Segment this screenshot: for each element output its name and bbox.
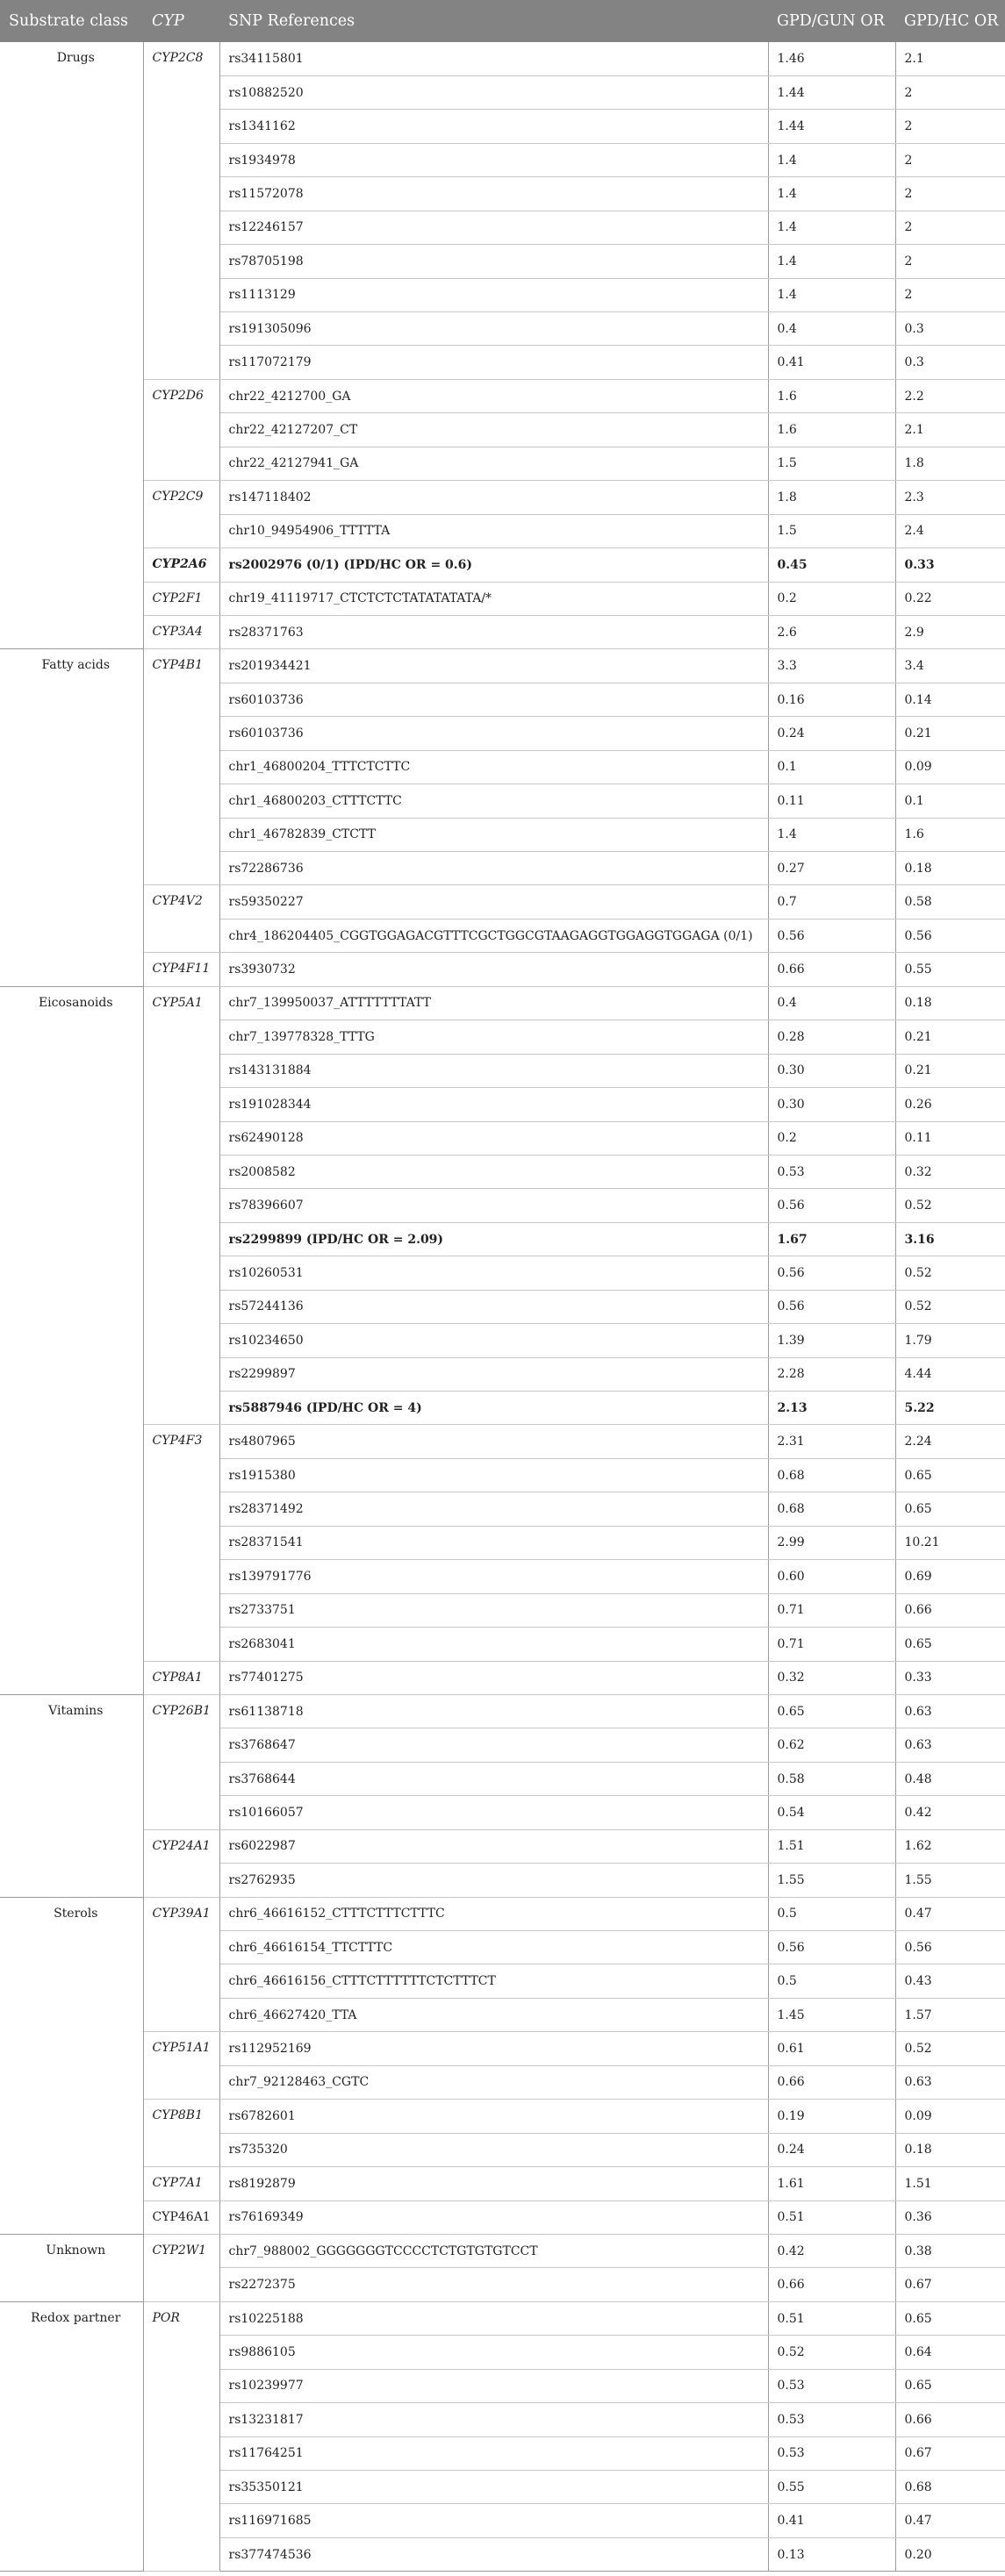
gpd-gun-or-cell: 0.71 — [768, 1593, 895, 1627]
gpd-gun-or-cell: 0.66 — [768, 2065, 895, 2099]
gpd-hc-or-cell: 0.69 — [895, 1560, 1005, 1593]
gpd-gun-or-cell: 1.6 — [768, 379, 895, 412]
gpd-gun-or-cell: 0.2 — [768, 582, 895, 615]
snp-reference-cell: rs13231817 — [219, 2403, 768, 2436]
gpd-hc-or-cell: 1.6 — [895, 818, 1005, 851]
gpd-gun-or-cell: 0.4 — [768, 986, 895, 1020]
gpd-hc-or-cell: 0.65 — [895, 1492, 1005, 1526]
gpd-hc-or-cell: 0.47 — [895, 1897, 1005, 1930]
table-row — [0, 1661, 1005, 1694]
gpd-gun-or-cell: 1.45 — [768, 1998, 895, 2031]
gpd-hc-or-cell: 0.09 — [895, 750, 1005, 784]
gpd-gun-or-cell: 0.53 — [768, 1155, 895, 1188]
gpd-gun-or-cell: 1.4 — [768, 818, 895, 851]
substrate-class-cell: Redox partner — [0, 2301, 143, 2572]
gpd-hc-or-cell: 2.24 — [895, 1425, 1005, 1458]
gpd-gun-or-cell: 0.65 — [768, 1694, 895, 1728]
cyp-cell: CYP4F11 — [143, 953, 219, 986]
gpd-gun-or-cell: 1.67 — [768, 1222, 895, 1256]
gpd-gun-or-cell: 1.39 — [768, 1324, 895, 1357]
snp-reference-cell: rs10260531 — [219, 1256, 768, 1290]
gpd-hc-or-cell: 3.16 — [895, 1222, 1005, 1256]
substrate-class-cell: Eicosanoids — [0, 986, 143, 1694]
gpd-gun-or-cell: 0.54 — [768, 1796, 895, 1829]
gpd-hc-or-cell: 0.21 — [895, 1054, 1005, 1087]
gpd-hc-or-cell: 2.9 — [895, 615, 1005, 648]
gpd-hc-or-cell: 0.22 — [895, 582, 1005, 615]
table-row — [0, 481, 1005, 514]
gpd-hc-or-cell: 0.65 — [895, 2369, 1005, 2402]
gpd-hc-or-cell: 0.63 — [895, 2065, 1005, 2099]
gpd-hc-or-cell: 0.43 — [895, 1964, 1005, 1998]
snp-reference-cell: chr1_46800204_TTTCTCTTC — [219, 750, 768, 784]
snp-reference-cell: rs6782601 — [219, 2100, 768, 2133]
table-row — [0, 379, 1005, 412]
gpd-hc-or-cell: 0.26 — [895, 1088, 1005, 1121]
cyp-cell: CYP2C8 — [143, 42, 219, 379]
gpd-gun-or-cell: 0.45 — [768, 548, 895, 582]
snp-reference-cell: chr22_42127941_GA — [219, 447, 768, 480]
gpd-hc-or-cell: 0.55 — [895, 953, 1005, 986]
gpd-gun-or-cell: 0.53 — [768, 2369, 895, 2402]
snp-reference-cell: rs10225188 — [219, 2301, 768, 2335]
snp-reference-cell: rs77401275 — [219, 1661, 768, 1694]
snp-reference-cell: rs143131884 — [219, 1054, 768, 1087]
cyp-cell: CYP2C9 — [143, 481, 219, 548]
table-header — [0, 0, 1005, 42]
gpd-gun-or-cell: 0.4 — [768, 312, 895, 346]
substrate-class-cell: Sterols — [0, 1897, 143, 2234]
gpd-gun-or-cell: 2.31 — [768, 1425, 895, 1458]
snp-reference-cell: rs72286736 — [219, 852, 768, 885]
gpd-hc-or-cell: 0.64 — [895, 2336, 1005, 2369]
gpd-gun-or-cell: 1.4 — [768, 177, 895, 211]
snp-reference-cell: rs9886105 — [219, 2336, 768, 2369]
gpd-hc-or-cell: 2 — [895, 75, 1005, 109]
gpd-gun-or-cell: 0.27 — [768, 852, 895, 885]
snp-reference-cell: rs35350121 — [219, 2471, 768, 2504]
header-gpd-hc-or: GPD/HC OR — [895, 0, 1005, 42]
gpd-gun-or-cell: 0.56 — [768, 1189, 895, 1222]
cyp-cell: CYP39A1 — [143, 1897, 219, 2032]
gpd-gun-or-cell: 0.28 — [768, 1020, 895, 1054]
gpd-hc-or-cell: 2.1 — [895, 413, 1005, 447]
table-row — [0, 2032, 1005, 2065]
snp-reference-cell: chr19_41119717_CTCTCTCTATATATATA/* — [219, 582, 768, 615]
gpd-gun-or-cell: 0.53 — [768, 2436, 895, 2470]
gpd-gun-or-cell: 0.5 — [768, 1897, 895, 1930]
gpd-gun-or-cell: 0.19 — [768, 2100, 895, 2133]
gpd-hc-or-cell: 1.57 — [895, 1998, 1005, 2031]
gpd-hc-or-cell: 0.36 — [895, 2200, 1005, 2234]
snp-reference-cell: rs1934978 — [219, 143, 768, 176]
gpd-hc-or-cell: 1.51 — [895, 2167, 1005, 2200]
snp-reference-cell: rs2299897 — [219, 1357, 768, 1391]
gpd-hc-or-cell: 0.66 — [895, 2403, 1005, 2436]
gpd-gun-or-cell: 1.51 — [768, 1829, 895, 1863]
gpd-hc-or-cell: 3.4 — [895, 649, 1005, 683]
gpd-hc-or-cell: 2 — [895, 245, 1005, 278]
snp-reference-cell: rs61138718 — [219, 1694, 768, 1728]
snp-reference-cell: rs60103736 — [219, 683, 768, 716]
table-row — [0, 615, 1005, 648]
gpd-gun-or-cell: 1.61 — [768, 2167, 895, 2200]
gpd-gun-or-cell: 2.6 — [768, 615, 895, 648]
table-row — [0, 649, 1005, 683]
gpd-hc-or-cell: 0.14 — [895, 683, 1005, 716]
snp-reference-cell: chr6_46616154_TTCTTTC — [219, 1931, 768, 1964]
cyp-cell: POR — [143, 2301, 219, 2572]
snp-reference-cell: chr7_139950037_ATTTTTTTATT — [219, 986, 768, 1020]
table-row — [0, 885, 1005, 919]
snp-reference-cell: rs2002976 (0/1) (IPD/HC OR = 0.6) — [219, 548, 768, 582]
snp-reference-cell: chr22_4212700_GA — [219, 379, 768, 412]
table-row — [0, 548, 1005, 582]
table-row — [0, 42, 1005, 75]
cyp-cell: CYP5A1 — [143, 986, 219, 1425]
cyp-cell: CYP46A1 — [143, 2200, 219, 2234]
gpd-hc-or-cell: 1.55 — [895, 1864, 1005, 1897]
gpd-gun-or-cell: 0.62 — [768, 1728, 895, 1762]
snp-reference-cell: chr22_42127207_CT — [219, 413, 768, 447]
gpd-gun-or-cell: 0.30 — [768, 1088, 895, 1121]
header-cyp: CYP — [143, 0, 219, 42]
table-row — [0, 2100, 1005, 2133]
gpd-gun-or-cell: 2.99 — [768, 1526, 895, 1559]
gpd-hc-or-cell: 2 — [895, 177, 1005, 211]
gpd-hc-or-cell: 2 — [895, 211, 1005, 244]
table-row — [0, 2234, 1005, 2267]
gpd-gun-or-cell: 3.3 — [768, 649, 895, 683]
table-row — [0, 2301, 1005, 2335]
snp-reference-cell: rs117072179 — [219, 346, 768, 379]
gpd-gun-or-cell: 0.24 — [768, 2133, 895, 2166]
gpd-gun-or-cell: 0.61 — [768, 2032, 895, 2065]
snp-reference-cell: rs28371541 — [219, 1526, 768, 1559]
table-row — [0, 2167, 1005, 2200]
cyp-cell: CYP2A6 — [143, 548, 219, 582]
cyp-cell: CYP4F3 — [143, 1425, 219, 1661]
gpd-hc-or-cell: 0.58 — [895, 885, 1005, 919]
gpd-gun-or-cell: 0.32 — [768, 1661, 895, 1694]
gpd-gun-or-cell: 1.5 — [768, 514, 895, 547]
gpd-gun-or-cell: 0.24 — [768, 717, 895, 750]
gpd-hc-or-cell: 0.11 — [895, 1121, 1005, 1155]
snp-reference-cell: rs11572078 — [219, 177, 768, 211]
gpd-hc-or-cell: 0.52 — [895, 2032, 1005, 2065]
cyp-cell: CYP4V2 — [143, 885, 219, 953]
snp-reference-cell: rs60103736 — [219, 717, 768, 750]
header-gpd-gun-or: GPD/GUN OR — [768, 0, 895, 42]
gpd-hc-or-cell: 0.52 — [895, 1189, 1005, 1222]
gpd-gun-or-cell: 0.66 — [768, 953, 895, 986]
gpd-hc-or-cell: 0.21 — [895, 1020, 1005, 1054]
snp-reference-cell: rs2299899 (IPD/HC OR = 2.09) — [219, 1222, 768, 1256]
gpd-gun-or-cell: 0.66 — [768, 2268, 895, 2301]
gpd-hc-or-cell: 0.33 — [895, 548, 1005, 582]
snp-reference-cell: rs735320 — [219, 2133, 768, 2166]
gpd-gun-or-cell: 0.2 — [768, 1121, 895, 1155]
snp-reference-cell: rs2762935 — [219, 1864, 768, 1897]
snp-reference-cell: rs377474536 — [219, 2537, 768, 2571]
gpd-hc-or-cell: 0.52 — [895, 1290, 1005, 1323]
gpd-gun-or-cell: 0.60 — [768, 1560, 895, 1593]
table-row — [0, 986, 1005, 1020]
snp-reference-cell: chr10_94954906_TTTTTA — [219, 514, 768, 547]
gpd-gun-or-cell: 0.7 — [768, 885, 895, 919]
gpd-hc-or-cell: 10.21 — [895, 1526, 1005, 1559]
gpd-hc-or-cell: 4.44 — [895, 1357, 1005, 1391]
gpd-gun-or-cell: 1.4 — [768, 143, 895, 176]
snp-reference-cell: rs34115801 — [219, 42, 768, 75]
gpd-gun-or-cell: 0.11 — [768, 784, 895, 818]
table-row — [0, 582, 1005, 615]
gpd-hc-or-cell: 0.1 — [895, 784, 1005, 818]
gpd-hc-or-cell: 1.62 — [895, 1829, 1005, 1863]
gpd-hc-or-cell: 2.4 — [895, 514, 1005, 547]
gpd-gun-or-cell: 0.41 — [768, 2504, 895, 2537]
gpd-gun-or-cell: 1.55 — [768, 1864, 895, 1897]
gpd-gun-or-cell: 0.42 — [768, 2234, 895, 2267]
gpd-hc-or-cell: 0.09 — [895, 2100, 1005, 2133]
snp-reference-cell: rs2683041 — [219, 1628, 768, 1661]
cyp-cell: CYP24A1 — [143, 1829, 219, 1897]
snp-reference-cell: rs62490128 — [219, 1121, 768, 1155]
gpd-gun-or-cell: 0.51 — [768, 2301, 895, 2335]
gpd-gun-or-cell: 0.56 — [768, 919, 895, 952]
gpd-gun-or-cell: 0.56 — [768, 1931, 895, 1964]
snp-reference-cell: rs78705198 — [219, 245, 768, 278]
gpd-hc-or-cell: 0.42 — [895, 1796, 1005, 1829]
snp-reference-cell: rs10166057 — [219, 1796, 768, 1829]
cyp-cell: CYP4B1 — [143, 649, 219, 885]
snp-reference-cell: chr7_988002_GGGGGGGTCCCCTCTGTGTGTCCT — [219, 2234, 768, 2267]
snp-reference-cell: rs1113129 — [219, 278, 768, 311]
table-row — [0, 1897, 1005, 1930]
gpd-gun-or-cell: 1.6 — [768, 413, 895, 447]
gpd-gun-or-cell: 0.51 — [768, 2200, 895, 2234]
snp-reference-cell: rs1341162 — [219, 110, 768, 143]
table-row — [0, 953, 1005, 986]
gpd-hc-or-cell: 0.3 — [895, 312, 1005, 346]
gpd-gun-or-cell: 0.30 — [768, 1054, 895, 1087]
cyp-cell: CYP8B1 — [143, 2100, 219, 2167]
snp-reference-cell: rs57244136 — [219, 1290, 768, 1323]
gpd-gun-or-cell: 2.13 — [768, 1392, 895, 1425]
gpd-hc-or-cell: 2.1 — [895, 42, 1005, 75]
gpd-gun-or-cell: 0.41 — [768, 346, 895, 379]
cyp-cell: CYP8A1 — [143, 1661, 219, 1694]
snp-reference-cell: rs10882520 — [219, 75, 768, 109]
gpd-hc-or-cell: 1.8 — [895, 447, 1005, 480]
gpd-gun-or-cell: 0.13 — [768, 2537, 895, 2571]
gpd-hc-or-cell: 0.33 — [895, 1661, 1005, 1694]
header-snp-references: SNP References — [219, 0, 768, 42]
gpd-gun-or-cell: 0.5 — [768, 1964, 895, 1998]
gpd-hc-or-cell: 0.48 — [895, 1762, 1005, 1795]
gpd-hc-or-cell: 0.56 — [895, 919, 1005, 952]
snp-reference-cell: rs2733751 — [219, 1593, 768, 1627]
cyp-cell: CYP2F1 — [143, 582, 219, 615]
snp-reference-cell: rs4807965 — [219, 1425, 768, 1458]
table-row — [0, 1829, 1005, 1863]
cyp-cell: CYP2W1 — [143, 2234, 219, 2301]
gpd-gun-or-cell: 1.44 — [768, 110, 895, 143]
snp-reference-cell: rs191028344 — [219, 1088, 768, 1121]
gpd-hc-or-cell: 0.65 — [895, 1458, 1005, 1492]
snp-reference-cell: rs112952169 — [219, 2032, 768, 2065]
snp-reference-cell: rs59350227 — [219, 885, 768, 919]
gpd-gun-or-cell: 1.8 — [768, 481, 895, 514]
gpd-hc-or-cell: 0.68 — [895, 2471, 1005, 2504]
gpd-hc-or-cell: 0.63 — [895, 1728, 1005, 1762]
snp-reference-cell: rs78396607 — [219, 1189, 768, 1222]
substrate-class-cell: Drugs — [0, 42, 143, 649]
table-row — [0, 2200, 1005, 2234]
snp-reference-cell: rs10239977 — [219, 2369, 768, 2402]
gpd-gun-or-cell: 0.1 — [768, 750, 895, 784]
gpd-hc-or-cell: 0.56 — [895, 1931, 1005, 1964]
gpd-hc-or-cell: 0.47 — [895, 2504, 1005, 2537]
gpd-hc-or-cell: 0.3 — [895, 346, 1005, 379]
table-row — [0, 1425, 1005, 1458]
gpd-gun-or-cell: 0.68 — [768, 1458, 895, 1492]
snp-reference-cell: rs28371763 — [219, 615, 768, 648]
snp-reference-cell: rs28371492 — [219, 1492, 768, 1526]
gpd-gun-or-cell: 1.4 — [768, 278, 895, 311]
substrate-class-cell: Unknown — [0, 2234, 143, 2301]
gpd-gun-or-cell: 1.46 — [768, 42, 895, 75]
snp-reference-cell: rs139791776 — [219, 1560, 768, 1593]
substrate-class-cell: Vitamins — [0, 1694, 143, 1897]
snp-reference-cell: rs11764251 — [219, 2436, 768, 2470]
snp-reference-cell: rs201934421 — [219, 649, 768, 683]
gpd-gun-or-cell: 1.4 — [768, 211, 895, 244]
gpd-gun-or-cell: 0.71 — [768, 1628, 895, 1661]
cyp-cell: CYP7A1 — [143, 2167, 219, 2200]
snp-reference-cell: chr7_92128463_CGTC — [219, 2065, 768, 2099]
gpd-gun-or-cell: 1.4 — [768, 245, 895, 278]
table-body — [0, 42, 1005, 2572]
gpd-gun-or-cell: 1.5 — [768, 447, 895, 480]
gpd-hc-or-cell: 5.22 — [895, 1392, 1005, 1425]
snp-reference-cell: rs10234650 — [219, 1324, 768, 1357]
gpd-hc-or-cell: 2 — [895, 110, 1005, 143]
snp-reference-cell: rs147118402 — [219, 481, 768, 514]
gpd-hc-or-cell: 0.21 — [895, 717, 1005, 750]
header-row — [0, 0, 1005, 42]
gpd-gun-or-cell: 0.16 — [768, 683, 895, 716]
cyp-cell: CYP26B1 — [143, 1694, 219, 1829]
gpd-gun-or-cell: 0.58 — [768, 1762, 895, 1795]
gpd-gun-or-cell: 0.56 — [768, 1290, 895, 1323]
snp-reference-cell: rs5887946 (IPD/HC OR = 4) — [219, 1392, 768, 1425]
gpd-gun-or-cell: 0.55 — [768, 2471, 895, 2504]
gpd-gun-or-cell: 0.53 — [768, 2403, 895, 2436]
snp-reference-cell: chr1_46800203_CTTTCTTC — [219, 784, 768, 818]
snp-reference-cell: chr4_186204405_CGGTGGAGACGTTTCGCTGGCGTAAGAGGTGGAGGTGGAGA (0/1) — [219, 919, 768, 952]
snp-reference-cell: rs12246157 — [219, 211, 768, 244]
snp-reference-cell: rs3768647 — [219, 1728, 768, 1762]
gpd-hc-or-cell: 0.32 — [895, 1155, 1005, 1188]
gpd-hc-or-cell: 2 — [895, 278, 1005, 311]
snp-reference-cell: chr6_46616152_CTTTCTTTCTTTC — [219, 1897, 768, 1930]
snp-reference-cell: rs3930732 — [219, 953, 768, 986]
gpd-hc-or-cell: 0.65 — [895, 1628, 1005, 1661]
snp-reference-cell: rs2008582 — [219, 1155, 768, 1188]
snp-reference-cell: chr1_46782839_CTCTT — [219, 818, 768, 851]
table-row — [0, 1694, 1005, 1728]
gpd-hc-or-cell: 2.2 — [895, 379, 1005, 412]
gpd-hc-or-cell: 0.38 — [895, 2234, 1005, 2267]
cyp-cell: CYP51A1 — [143, 2032, 219, 2100]
cyp-cell: CYP3A4 — [143, 615, 219, 648]
cyp-cell: CYP2D6 — [143, 379, 219, 480]
gpd-hc-or-cell: 0.18 — [895, 986, 1005, 1020]
snp-reference-cell: rs76169349 — [219, 2200, 768, 2234]
header-substrate-class: Substrate class — [0, 0, 143, 42]
substrate-class-cell: Fatty acids — [0, 649, 143, 986]
gpd-hc-or-cell: 0.66 — [895, 1593, 1005, 1627]
gpd-gun-or-cell: 0.68 — [768, 1492, 895, 1526]
gpd-hc-or-cell: 0.18 — [895, 852, 1005, 885]
gpd-hc-or-cell: 2.3 — [895, 481, 1005, 514]
snp-reference-cell: chr6_46627420_TTA — [219, 1998, 768, 2031]
snp-reference-cell: rs8192879 — [219, 2167, 768, 2200]
gpd-hc-or-cell: 2 — [895, 143, 1005, 176]
gpd-hc-or-cell: 1.79 — [895, 1324, 1005, 1357]
snp-reference-cell: chr6_46616156_CTTTCTTTTTTCTCTTTCT — [219, 1964, 768, 1998]
snp-reference-cell: rs3768644 — [219, 1762, 768, 1795]
gpd-hc-or-cell: 0.67 — [895, 2268, 1005, 2301]
gpd-hc-or-cell: 0.65 — [895, 2301, 1005, 2335]
gpd-hc-or-cell: 0.52 — [895, 1256, 1005, 1290]
gpd-hc-or-cell: 0.63 — [895, 1694, 1005, 1728]
gpd-gun-or-cell: 1.44 — [768, 75, 895, 109]
gpd-gun-or-cell: 0.52 — [768, 2336, 895, 2369]
gpd-gun-or-cell: 0.56 — [768, 1256, 895, 1290]
snp-reference-cell: chr7_139778328_TTTG — [219, 1020, 768, 1054]
gpd-hc-or-cell: 0.20 — [895, 2537, 1005, 2571]
snp-reference-cell: rs6022987 — [219, 1829, 768, 1863]
gpd-gun-or-cell: 2.28 — [768, 1357, 895, 1391]
snp-reference-cell: rs116971685 — [219, 2504, 768, 2537]
gpd-hc-or-cell: 0.67 — [895, 2436, 1005, 2470]
snp-reference-cell: rs2272375 — [219, 2268, 768, 2301]
gpd-hc-or-cell: 0.18 — [895, 2133, 1005, 2166]
snp-reference-cell: rs1915380 — [219, 1458, 768, 1492]
snp-reference-cell: rs191305096 — [219, 312, 768, 346]
